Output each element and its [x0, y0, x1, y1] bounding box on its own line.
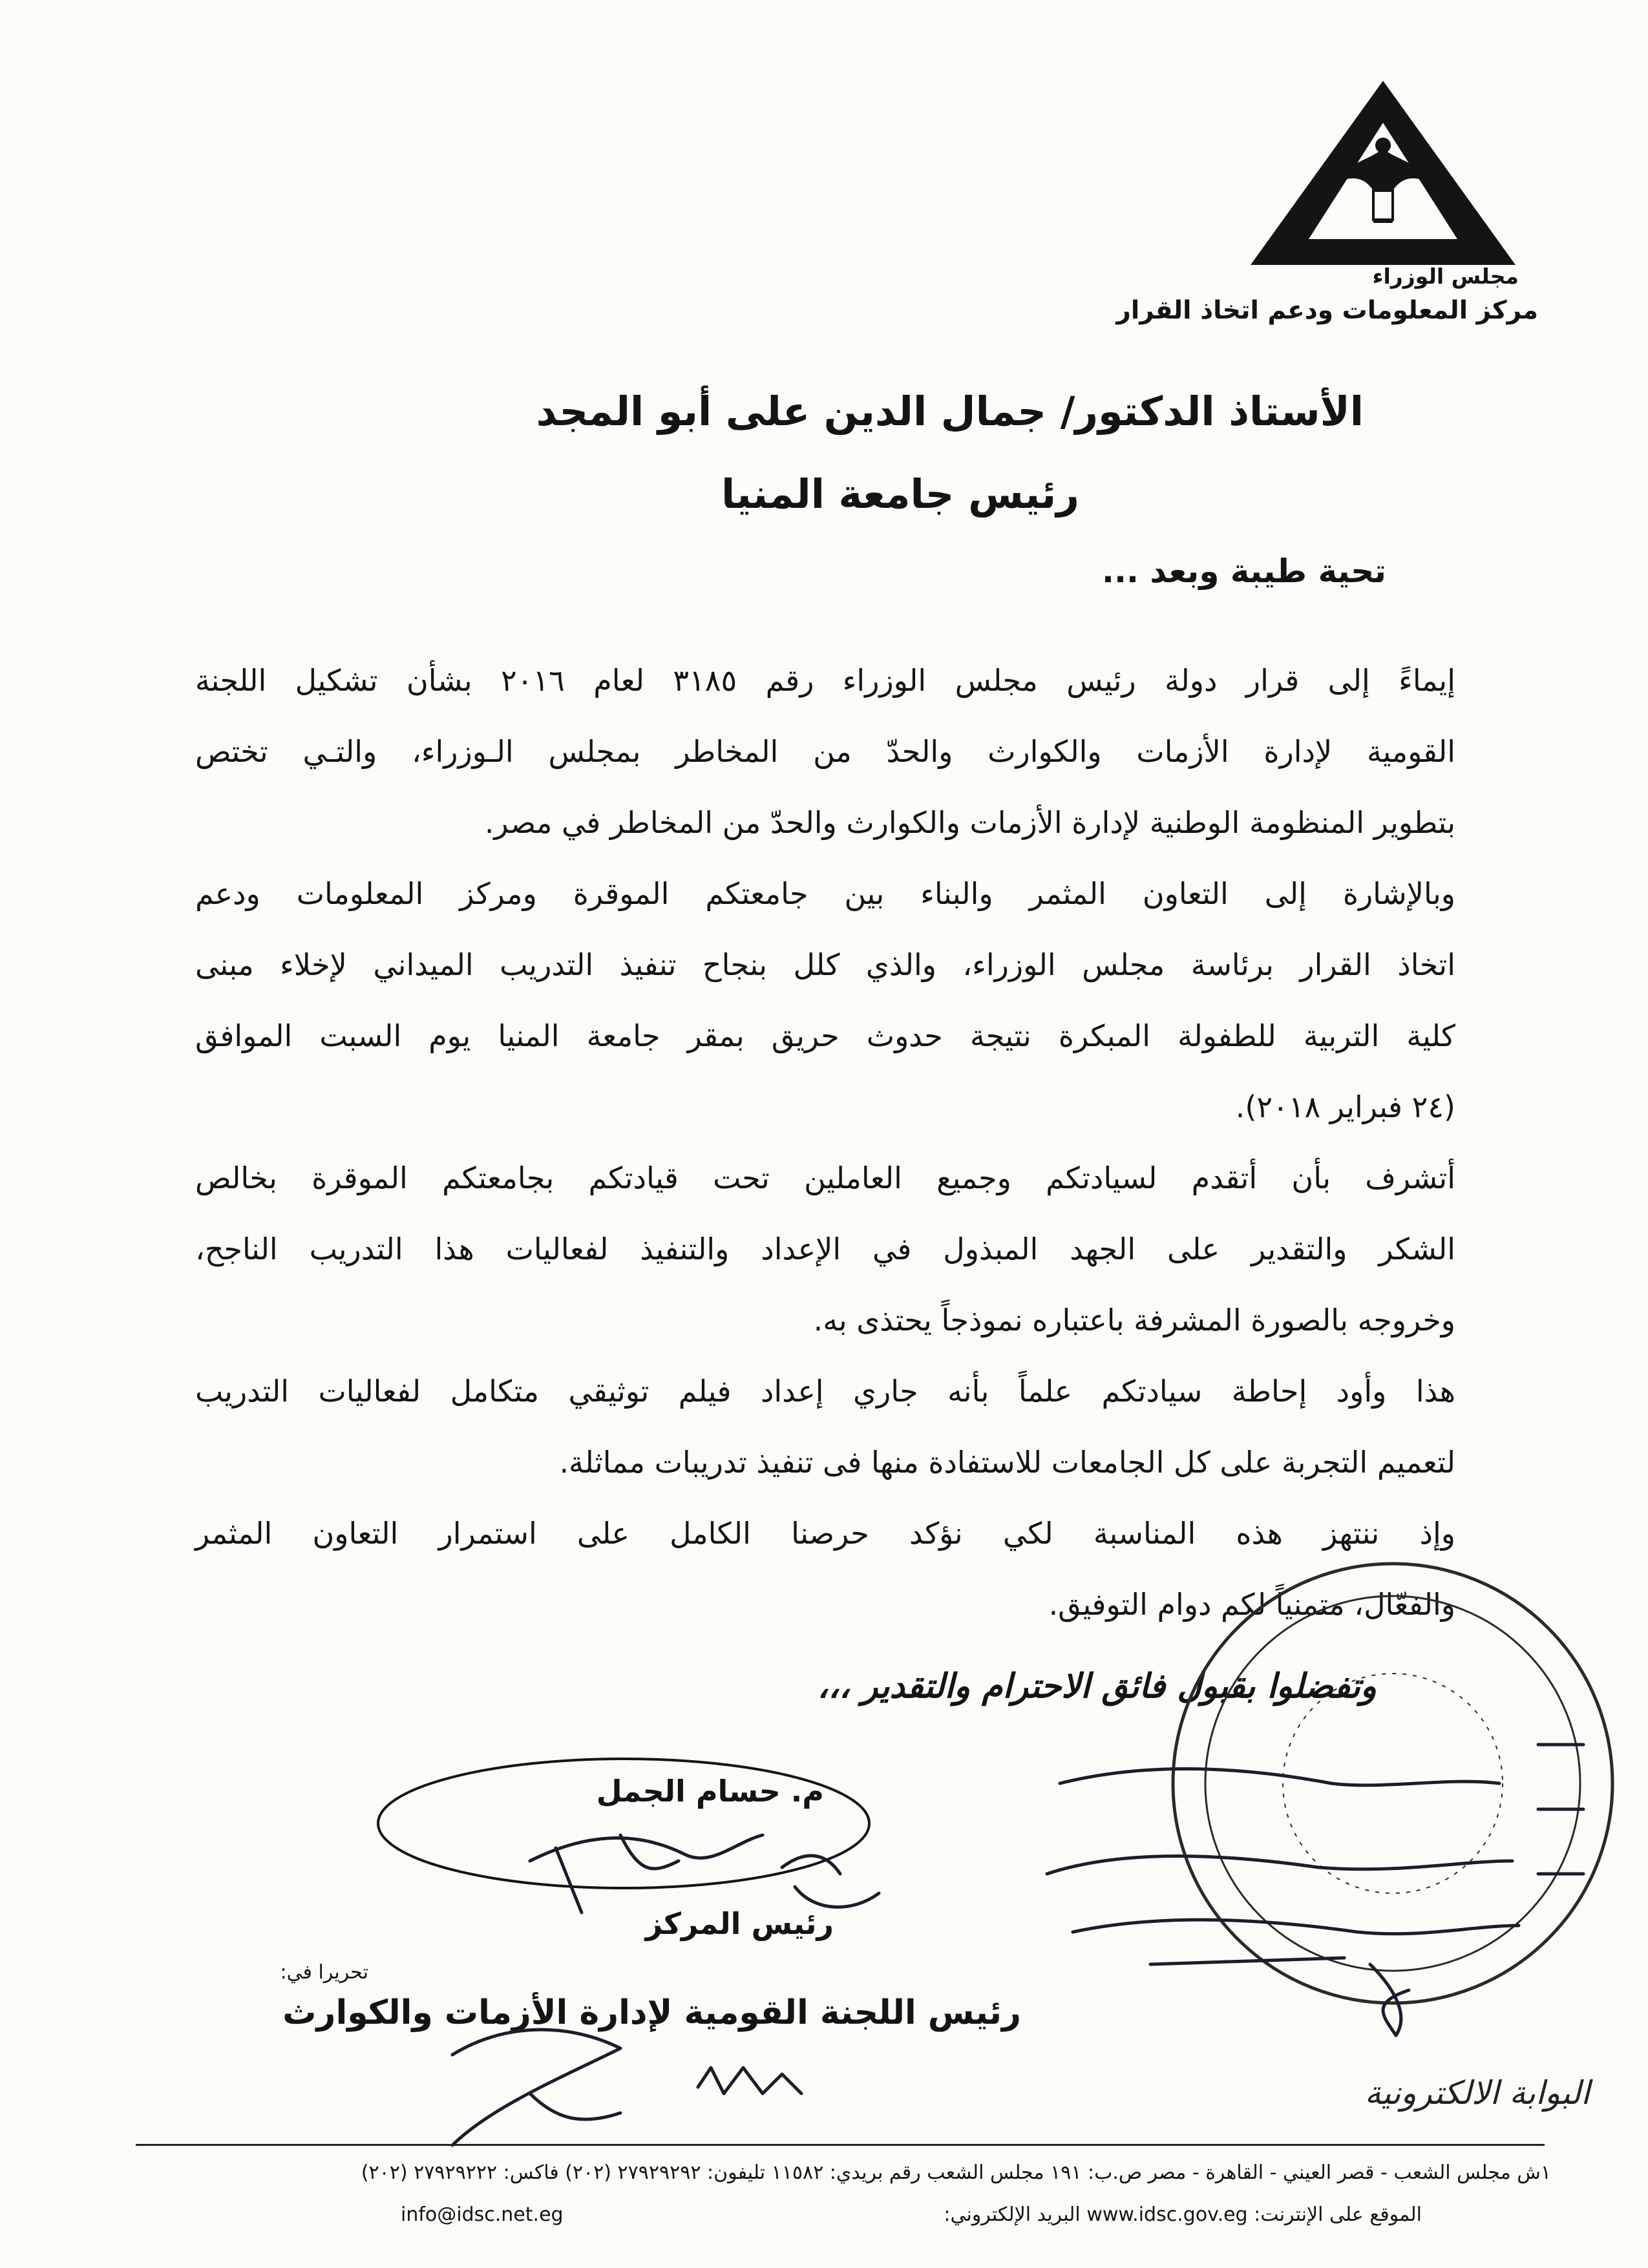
body-line: والفعّال، متمنياً لكم دوام التوفيق. [1048, 1587, 1455, 1622]
body-line: وإذ ننتهز هذه المناسبة لكي نؤكد حرصنا الكامل على استمرار التعاون المثمر [195, 1516, 1455, 1551]
body-line: اتخاذ القرار برئاسة مجلس الوزراء، والذي كلل بنجاح تنفيذ التدريب الميداني لإخلاء مبنى [195, 947, 1455, 982]
org-line-idsc: مركز المعلومات ودعم اتخاذ القرار [1116, 296, 1538, 325]
body-line: القومية لإدارة الأزمات والكوارث والحدّ من المخاطر بمجلس الـوزراء، والتـي تختص [195, 734, 1455, 769]
signature-scribble [698, 2068, 801, 2094]
handwriting-scribble [1370, 1964, 1409, 2035]
handwriting-scribble [1538, 1745, 1583, 1874]
addressee-title: رئيس جامعة المنيا [721, 470, 1079, 518]
body-line: كلية التربية للطفولة المبكرة نتيجة حدوث حريق بمقر جامعة المنيا يوم السبت الموافق [195, 1018, 1455, 1053]
addressee-name: الأستاذ الدكتور/ جمال الدين على أبو المجد [536, 388, 1364, 435]
body-line: الشكر والتقدير على الجهد المبذول في الإعداد والتنفيذ لفعاليات هذا التدريب الناجح، [195, 1232, 1455, 1266]
cabinet-logo-icon [1244, 78, 1522, 271]
signature-scribble [452, 2030, 620, 2145]
written-in-label: تحريرا في: [280, 1961, 368, 1984]
greeting: تحية طيبة وبعد ... [1102, 552, 1386, 590]
portal-note: البوابة الالكترونية [1364, 2074, 1590, 2112]
footer-email: info@idsc.net.eg [401, 2203, 564, 2226]
body-line: هذا وأود إحاطة سيادتكم علماً بأنه جاري إعداد فيلم توثيقي متكامل لفعاليات التدريب [195, 1374, 1455, 1409]
body-line: لتعميم التجربة على كل الجامعات للاستفادة منها فى تنفيذ تدريبات مماثلة. [559, 1445, 1455, 1480]
footer-divider [136, 2144, 1545, 2146]
center-head-title: رئيس المركز [645, 1906, 834, 1941]
handwriting-scribble [1047, 1856, 1512, 1874]
body-line: بتطوير المنظومة الوطنية لإدارة الأزمات والكوارث والحدّ من المخاطر في مصر. [484, 805, 1455, 840]
org-line-cabinet: مجلس الوزراء [1372, 264, 1519, 289]
handwriting-scribble [1060, 1769, 1499, 1785]
body-line: وبالإشارة إلى التعاون المثمر والبناء بين جامعتكم الموقرة ومركز المعلومات ودعم [195, 876, 1455, 911]
signer-name: م. حسام الجمل [596, 1774, 824, 1809]
handwriting-scribble [1073, 1920, 1519, 1934]
closing-salutation: وتفضلوا بقبول فائق الاحترام والتقدير ،،، [817, 1667, 1377, 1706]
footer-address: ١ش مجلس الشعب - قصر العيني - القاهرة - مصر ص.ب: ١٩١ مجلس الشعب رقم بريدي: ١١٥٨٢ تليفون: ٢٧٩٢٩٢٩٢ (٢٠٢) فاكس: ٢٧٩٢٩٢٢٢ (٢٠٢) [361, 2161, 1551, 2184]
body-line: أتشرف بأن أتقدم لسيادتكم وجميع العاملين تحت قيادتكم بجامعتكم الموقرة بخالص [195, 1160, 1455, 1195]
body-line: وخروجه بالصورة المشرفة باعتباره نموذجاً يحتذى به. [813, 1303, 1455, 1338]
received-stamp-icon [1173, 1564, 1612, 2003]
body-line: إيماءً إلى قرار دولة رئيس مجلس الوزراء رقم ٣١٨٥ لعام ٢٠١٦ بشأن تشكيل اللجنة [195, 663, 1456, 698]
body-line: (٢٤ فبراير ٢٠١٨). [1235, 1089, 1455, 1124]
footer-website: الموقع على الإنترنت: www.idsc.gov.eg البريد الإلكتروني: [944, 2203, 1422, 2226]
committee-head-title: رئيس اللجنة القومية لإدارة الأزمات والكوارث [282, 1993, 1021, 2032]
handwriting-scribble [1150, 1958, 1344, 1964]
